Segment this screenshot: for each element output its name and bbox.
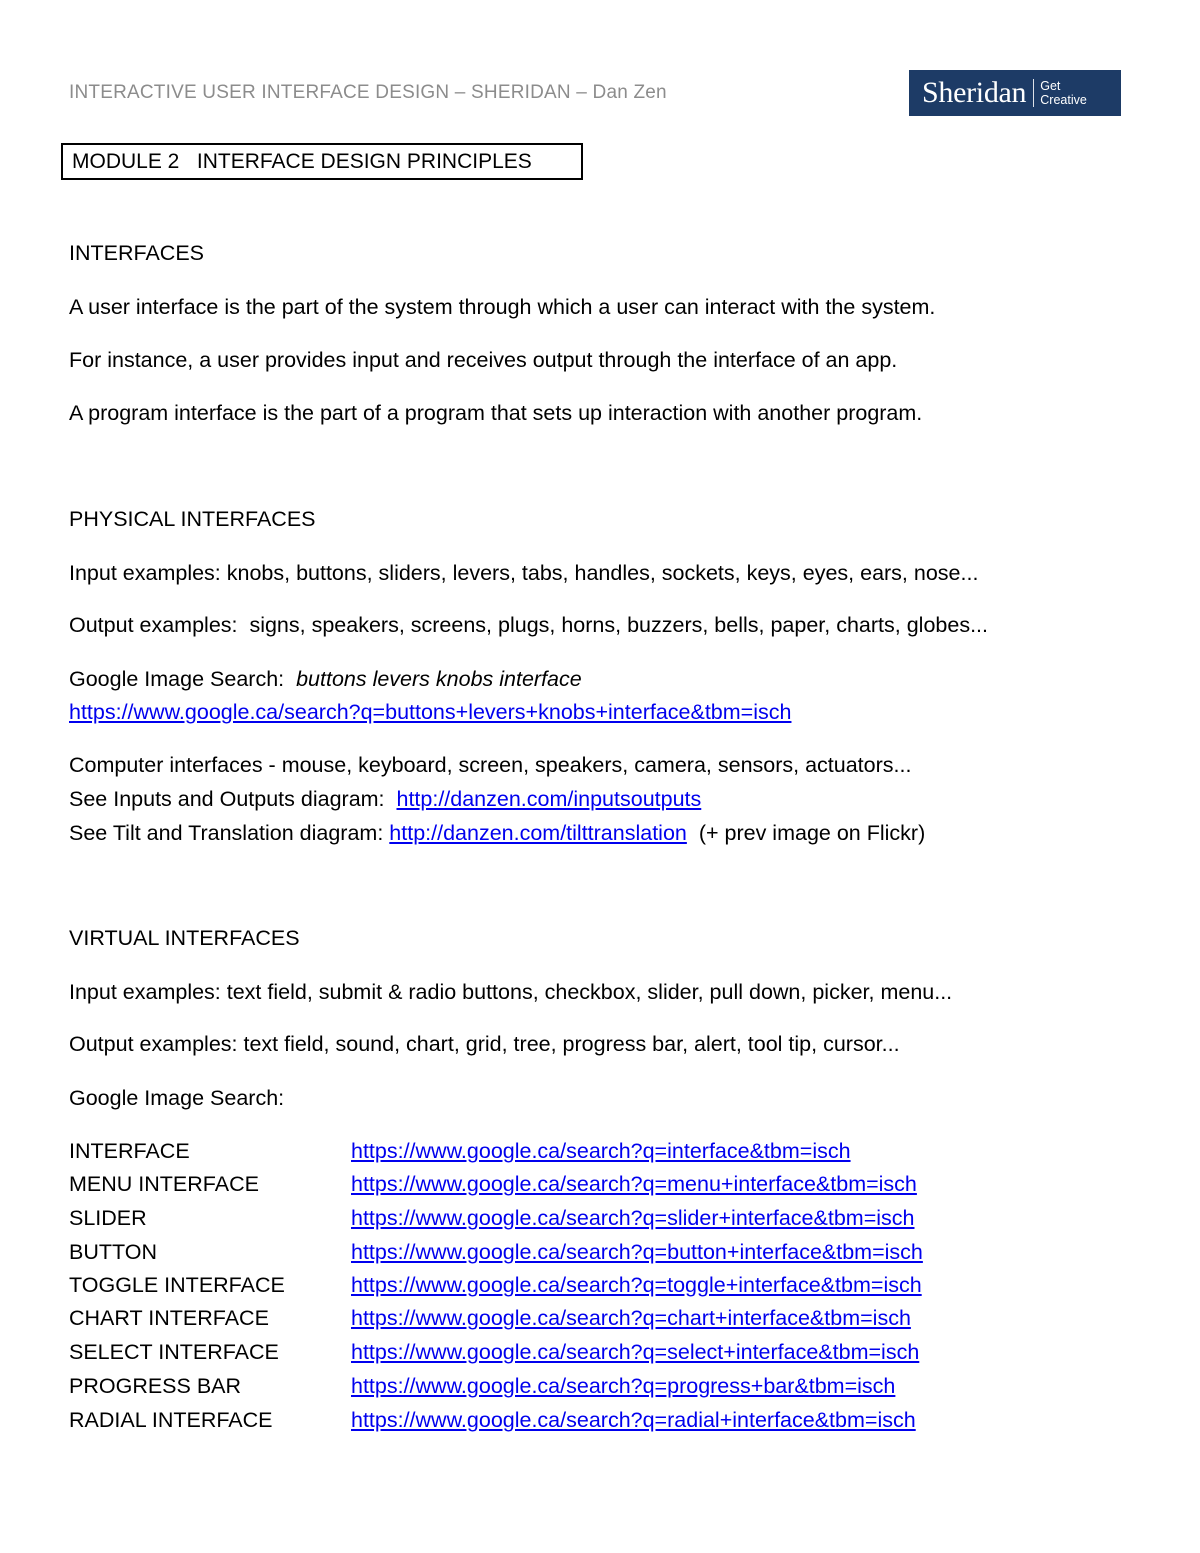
search-row-link[interactable]: https://www.google.ca/search?q=select+interface&tbm=isch <box>351 1340 920 1364</box>
interfaces-paragraph-1: A user interface is the part of the system through which a user can interact with the system. <box>69 295 936 319</box>
search-row-label: CHART INTERFACE <box>69 1306 269 1330</box>
search-row-label: RADIAL INTERFACE <box>69 1408 273 1432</box>
logo-wordmark: Sheridan <box>922 76 1027 109</box>
search-row-link[interactable]: https://www.google.ca/search?q=menu+interface&tbm=isch <box>351 1172 917 1196</box>
page-header: INTERACTIVE USER INTERFACE DESIGN – SHERIDAN – Dan Zen <box>69 82 667 103</box>
physical-output-examples: Output examples: signs, speakers, screens, plugs, horns, buzzers, bells, paper, charts, globes... <box>69 613 988 637</box>
section-heading-physical: PHYSICAL INTERFACES <box>69 507 316 531</box>
search-row-link[interactable]: https://www.google.ca/search?q=chart+interface&tbm=isch <box>351 1306 911 1330</box>
search-row-link[interactable]: https://www.google.ca/search?q=button+interface&tbm=isch <box>351 1240 923 1264</box>
search-label: Google Image Search: <box>69 667 297 691</box>
computer-interfaces-line: Computer interfaces - mouse, keyboard, screen, speakers, camera, sensors, actuators... <box>69 753 912 777</box>
module-title: MODULE 2 INTERFACE DESIGN PRINCIPLES <box>61 143 583 180</box>
search-row-link[interactable]: https://www.google.ca/search?q=toggle+interface&tbm=isch <box>351 1273 922 1297</box>
search-row-label: INTERFACE <box>69 1139 190 1163</box>
inputs-outputs-link[interactable]: http://danzen.com/inputsoutputs <box>396 787 702 811</box>
search-row-label: PROGRESS BAR <box>69 1374 242 1398</box>
search-row-label: TOGGLE INTERFACE <box>69 1273 285 1297</box>
search-row-link[interactable]: https://www.google.ca/search?q=radial+interface&tbm=isch <box>351 1408 916 1432</box>
logo-tagline-line2: Creative <box>1040 93 1087 107</box>
virtual-search-label: Google Image Search: <box>69 1086 285 1110</box>
interfaces-paragraph-2: For instance, a user provides input and receives output through the interface of an app. <box>69 348 898 372</box>
search-row-link[interactable]: https://www.google.ca/search?q=interface&tbm=isch <box>351 1139 851 1163</box>
search-row-label: SELECT INTERFACE <box>69 1340 279 1364</box>
virtual-output-examples: Output examples: text field, sound, chart, grid, tree, progress bar, alert, tool tip, cursor... <box>69 1032 900 1056</box>
interfaces-paragraph-3: A program interface is the part of a program that sets up interaction with another program. <box>69 401 923 425</box>
physical-input-examples: Input examples: knobs, buttons, sliders, levers, tabs, handles, sockets, keys, eyes, ears, nose... <box>69 561 979 585</box>
tilt-translation-line <box>69 820 925 846</box>
tilt-translation-suffix: (+ prev image on Flickr) <box>686 821 926 845</box>
logo-tagline-line1: Get <box>1040 79 1061 93</box>
inputs-outputs-prefix: See Inputs and Outputs diagram: <box>69 787 397 811</box>
logo-tagline <box>1040 79 1087 107</box>
physical-search-link[interactable]: https://www.google.ca/search?q=buttons+levers+knobs+interface&tbm=isch <box>69 700 792 724</box>
search-row-link[interactable]: https://www.google.ca/search?q=progress+bar&tbm=isch <box>351 1374 896 1398</box>
virtual-input-examples: Input examples: text field, submit & radio buttons, checkbox, slider, pull down, picker, menu... <box>69 980 953 1004</box>
physical-search-line <box>69 666 582 692</box>
search-row-label: MENU INTERFACE <box>69 1172 259 1196</box>
search-row-label: BUTTON <box>69 1240 157 1264</box>
section-heading-interfaces: INTERFACES <box>69 241 204 265</box>
tilt-translation-prefix: See Tilt and Translation diagram: <box>69 821 390 845</box>
section-heading-virtual: VIRTUAL INTERFACES <box>69 926 300 950</box>
search-row-link[interactable]: https://www.google.ca/search?q=slider+interface&tbm=isch <box>351 1206 915 1230</box>
sheridan-logo <box>909 70 1121 116</box>
tilt-translation-link[interactable]: http://danzen.com/tilttranslation <box>389 821 687 845</box>
search-terms: buttons levers knobs interface <box>296 667 582 691</box>
inputs-outputs-line <box>69 786 701 812</box>
search-row-label: SLIDER <box>69 1206 147 1230</box>
logo-divider <box>1033 79 1034 107</box>
